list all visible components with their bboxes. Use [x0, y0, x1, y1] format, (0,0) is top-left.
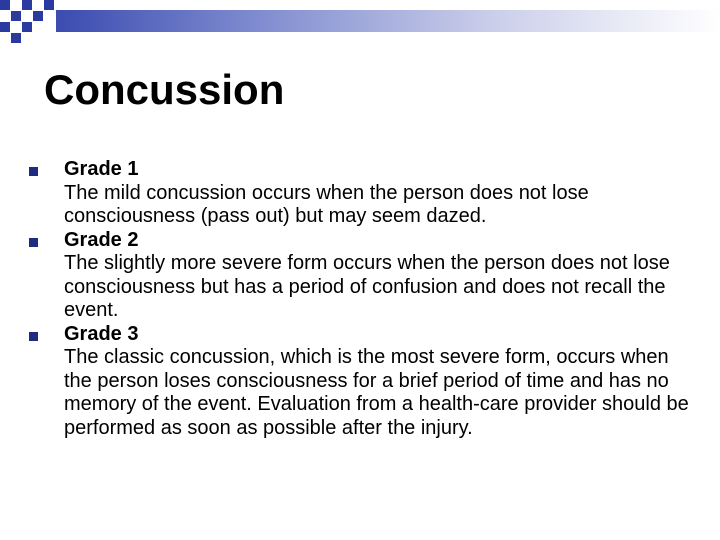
- square-bullet-icon: [29, 332, 38, 341]
- grade-heading: Grade 1: [64, 158, 139, 180]
- grade-description: The classic concussion, which is the most severe form, occurs when the person loses consciousness for a brief period of time and has no memory of the event. Evaluation from a health-care provider should be performed as soon as possible after the injury.: [64, 346, 689, 439]
- slide-title: Concussion: [44, 66, 285, 113]
- grade-description: The slightly more severe form occurs when the person does not lose consciousness but has a period of confusion and does not recall the event.: [64, 252, 670, 321]
- grade-heading: Grade 2: [64, 228, 139, 251]
- bullet-list: [22, 158, 702, 440]
- bullet-item-grade-2: [22, 229, 702, 323]
- decorative-corner-pattern: [0, 0, 56, 44]
- square-bullet-icon: [29, 238, 38, 247]
- decorative-top-bar: [56, 10, 720, 32]
- square-bullet-icon: [29, 167, 38, 176]
- grade-heading: Grade 3: [64, 322, 139, 345]
- bullet-item-grade-3: [22, 323, 702, 441]
- bullet-item-grade-1: [22, 158, 702, 229]
- grade-description: The mild concussion occurs when the person does not lose consciousness (pass out) but may seem dazed.: [64, 181, 589, 227]
